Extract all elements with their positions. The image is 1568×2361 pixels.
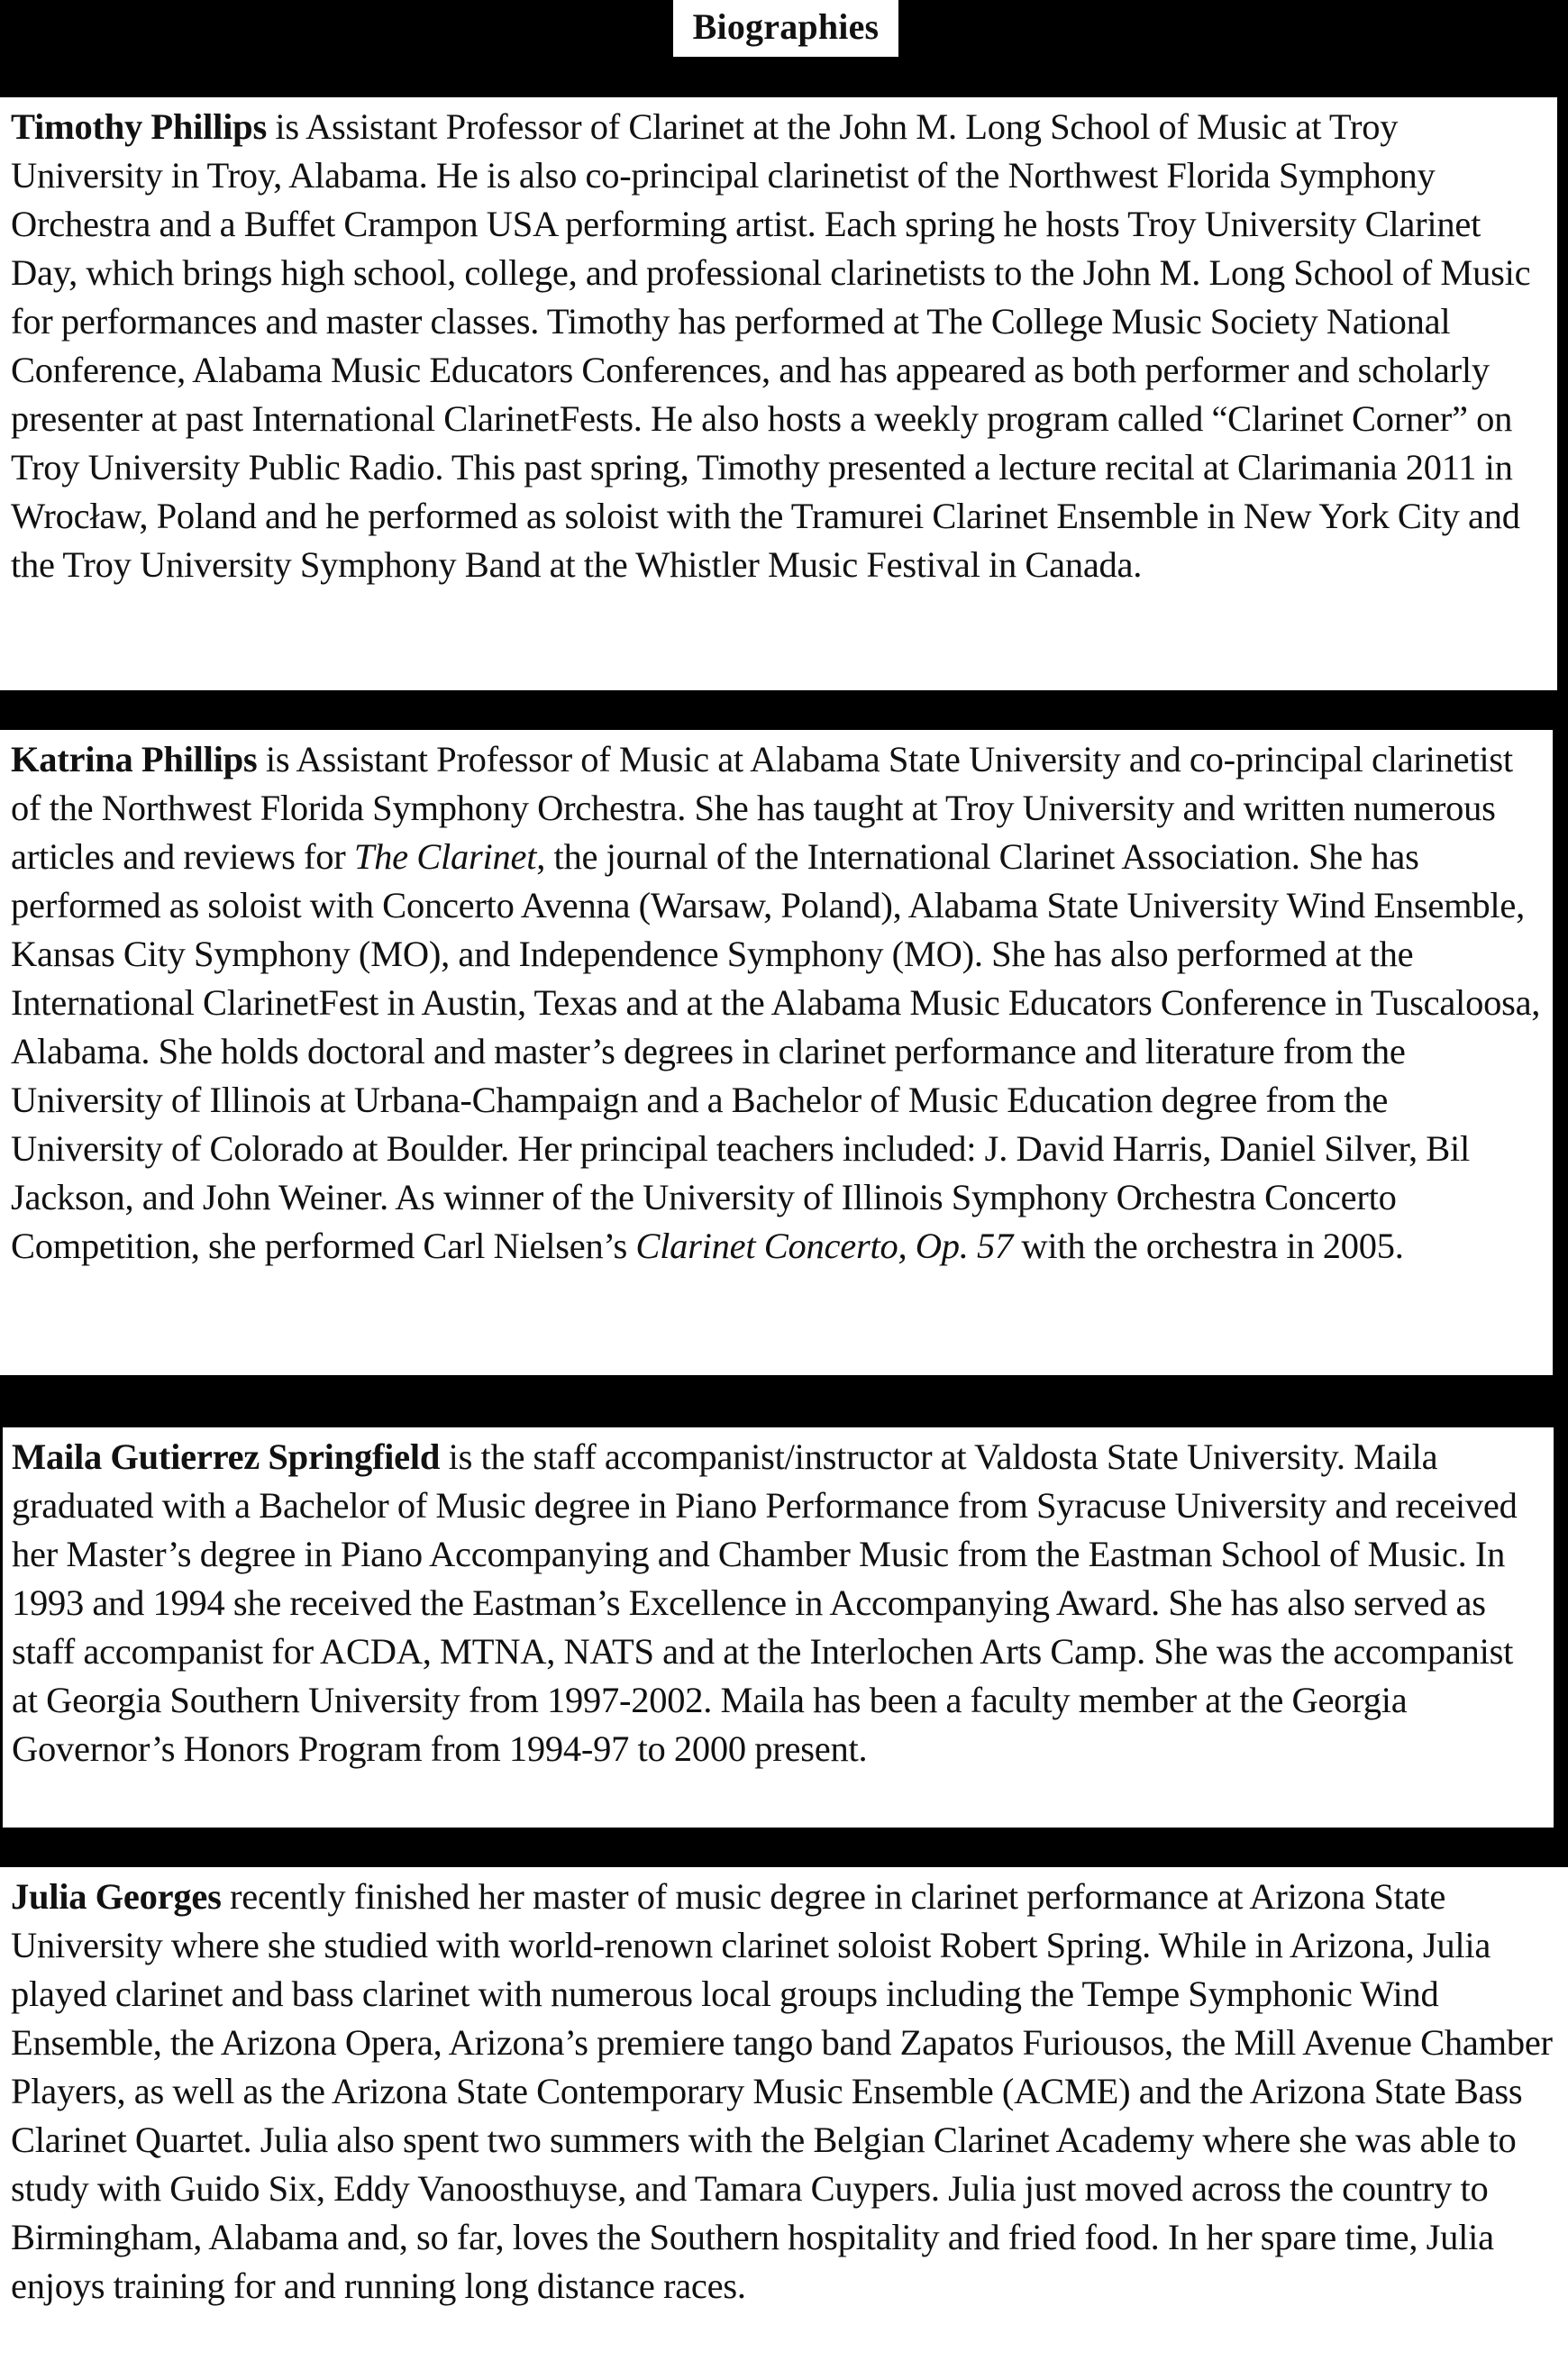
biography-body: is Assistant Professor of Music at Alabama State University and co-principal clarinetist of the Northwest Florida Symphony Orchestra. She has taught at Troy University and written numerous articles and reviews for bbox=[11, 739, 1513, 877]
biography-name: Maila Gutierrez Springfield bbox=[12, 1436, 441, 1477]
biography-body: is Assistant Professor of Clarinet at the John M. Long School of Music at Troy University in Troy, Alabama. He is also co-principal clarinetist of the Northwest Florida Symphony Orchestra and a Buffet Crampon USA performing artist. Each spring he hosts Troy University Clarinet Day, which brings high school, college, and professional clarinetists to the John M. Long School of Music for performances and master classes. Timothy has performed at The College Music Society National Conference, Alabama Music Educators Conferences, and has appeared as both performer and scholarly presenter at past International ClarinetFests. He also hosts a weekly program called “Clarinet Corner” on Troy University Public Radio. This past spring, Timothy presented a lecture recital at Clarimania 2011 in Wrocław, Poland and he performed as soloist with the Tramurei Clarinet Ensemble in New York City and the Troy University Symphony Band at the Whistler Music Festival in Canada. bbox=[11, 106, 1531, 585]
page-title-box bbox=[673, 0, 898, 57]
biography-name: Timothy Phillips bbox=[11, 106, 267, 147]
biography-body: , the journal of the International Clarinet Association. She has performed as soloist with Concerto Avenna (Warsaw, Poland), Alabama State University Wind Ensemble, Kansas City Symphony (MO), and Independence Symphony (MO). She has also performed at the International ClarinetFest in Austin, Texas and at the Alabama Music Educators Conference in Tuscaloosa, Alabama. She holds doctoral and master’s degrees in clarinet performance and literature from the University of Illinois at Urbana-Champaign and a Bachelor of Music Education degree from the University of Colorado at Boulder. Her principal teachers included: J. David Harris, Daniel Silver, Bil Jackson, and John Weiner. As winner of the University of Illinois Symphony Orchestra Concerto Competition, she performed Carl Nielsen’s bbox=[11, 836, 1541, 1266]
biography-text bbox=[12, 1433, 1545, 1773]
publication-title: The Clarinet bbox=[353, 836, 537, 877]
work-title: Clarinet Concerto, Op. 57 bbox=[635, 1226, 1013, 1266]
biography-maila-gutierrez-springfield bbox=[3, 1427, 1554, 1828]
biography-body: recently finished her master of music degree in clarinet performance at Arizona State University where she studied with world-renown clarinet soloist Robert Spring. While in Arizona, Julia played clarinet and bass clarinet with numerous local groups including the Tempe Symphonic Wind Ensemble, the Arizona Opera, Arizona’s premiere tango band Zapatos Furiousos, the Mill Avenue Chamber Players, as well as the Arizona State Contemporary Music Ensemble (ACME) and the Arizona State Bass Clarinet Quartet. Julia also spent two summers with the Belgian Clarinet Academy where she was able to study with Guido Six, Eddy Vanoosthuyse, and Tamara Cuypers. Julia just moved across the country to Birmingham, Alabama and, so far, loves the Southern hospitality and fried food. In her spare time, Julia enjoys training for and running long distance races. bbox=[11, 1876, 1553, 2306]
biography-name: Julia Georges bbox=[11, 1876, 222, 1917]
biography-text bbox=[11, 735, 1544, 1271]
biography-text bbox=[11, 103, 1548, 589]
page-title: Biographies bbox=[692, 5, 880, 47]
biography-name: Katrina Phillips bbox=[11, 739, 258, 779]
biography-body: is the staff accompanist/instructor at Valdosta State University. Maila graduated with a Bachelor of Music degree in Piano Performance from Syracuse University and received her Master’s degree in Piano Accompanying and Chamber Music from the Eastman School of Music. In 1993 and 1994 she received the Eastman’s Excellence in Accompanying Award. She has also served as staff accompanist for ACDA, MTNA, NATS and at the Interlochen Arts Camp. She was the accompanist at Georgia Southern University from 1997-2002. Maila has been a faculty member at the Georgia Governor’s Honors Program from 1994-97 to 2000 present. bbox=[12, 1436, 1518, 1769]
biography-julia-georges bbox=[0, 1867, 1568, 2361]
biography-timothy-phillips bbox=[0, 97, 1557, 690]
biography-text bbox=[11, 1873, 1559, 2311]
biography-katrina-phillips bbox=[0, 730, 1553, 1375]
biography-body: with the orchestra in 2005. bbox=[1012, 1226, 1404, 1266]
